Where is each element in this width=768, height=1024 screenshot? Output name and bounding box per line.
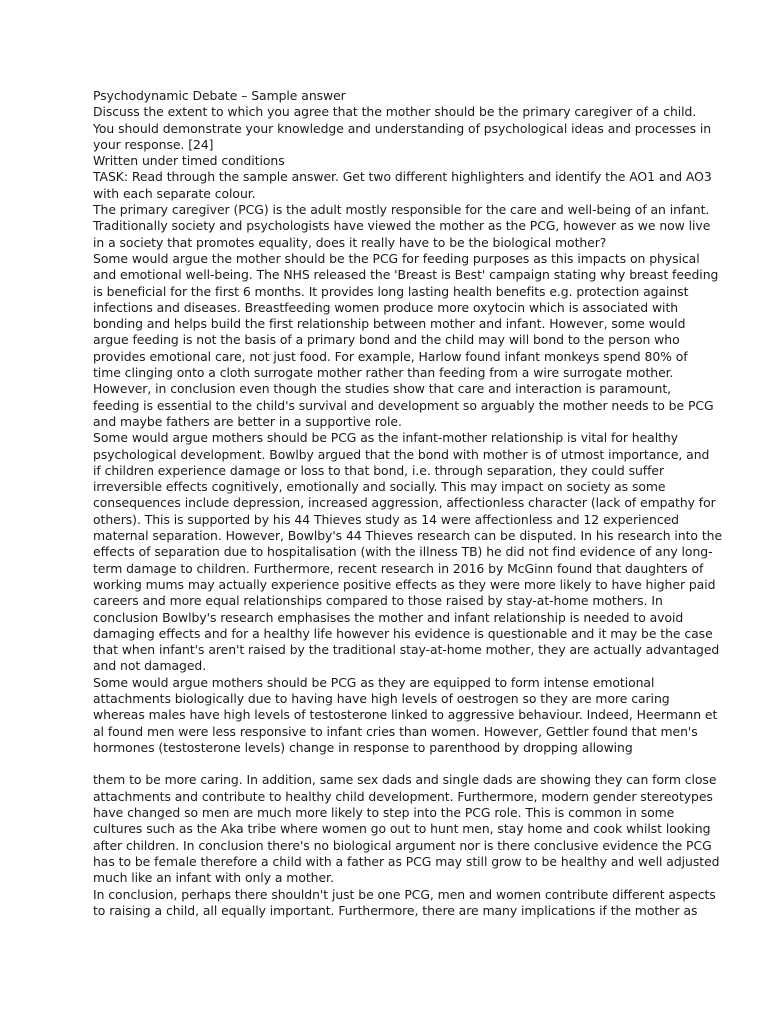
text-line: al found men were less responsive to infant cries than women. However, Gettler found that men's <box>93 723 698 739</box>
text-line: psychological development. Bowlby argued that the bond with mother is of utmost importance, and <box>93 446 710 462</box>
text-line: has to be female therefore a child with a father as PCG may still grow to be healthy and well adjusted <box>93 853 720 869</box>
text-line: them to be more caring. In addition, same sex dads and single dads are showing they can form close <box>93 772 717 788</box>
text-line: However, in conclusion even though the studies show that care and interaction is paramount, <box>93 381 672 397</box>
text-line: have changed so men are much more likely to step into the PCG role. This is common in some <box>93 805 675 821</box>
text-line: The primary caregiver (PCG) is the adult mostly responsible for the care and well-being of an infant. <box>93 202 710 218</box>
text-line: Traditionally society and psychologists have viewed the mother as the PCG, however as we now live <box>93 218 711 234</box>
text-line: You should demonstrate your knowledge and understanding of psychological ideas and processes in <box>93 120 712 136</box>
text-line: Some would argue the mother should be the PCG for feeding purposes as this impacts on physical <box>93 250 700 266</box>
text-line: and maybe fathers are better in a supportive role. <box>93 413 402 429</box>
text-line: and not damaged. <box>93 658 207 674</box>
text-line: provides emotional care, not just food. For example, Harlow found infant monkeys spend 80% of <box>93 348 688 364</box>
text-line: attachments biologically due to having have high levels of oestrogen so they are more caring <box>93 690 670 706</box>
text-line: your response. [24] <box>93 136 214 152</box>
text-line: if children experience damage or loss to that bond, i.e. through separation, they could suffer <box>93 462 665 478</box>
text-line: effects of separation due to hospitalisation (with the illness TB) he did not find evidence of any long- <box>93 544 713 560</box>
text-line: feeding is essential to the child's survival and development so arguably the mother needs to be PCG <box>93 397 714 413</box>
text-line: TASK: Read through the sample answer. Get two different highlighters and identify the AO1 and AO3 <box>93 169 712 185</box>
text-line: much like an infant with only a mother. <box>93 870 334 886</box>
text-line: Written under timed conditions <box>93 153 285 169</box>
text-line: others). This is supported by his 44 Thieves study as 14 were affectionless and 12 experienced <box>93 511 679 527</box>
text-line: is beneficial for the first 6 months. It provides long lasting health benefits e.g. protection against <box>93 283 689 299</box>
text-line: in a society that promotes equality, does it really have to be the biological mother? <box>93 234 607 250</box>
text-line: damaging effects and for a healthy life however his evidence is questionable and it may be the case <box>93 625 713 641</box>
document-body <box>93 88 723 919</box>
text-line: In conclusion, perhaps there shouldn't just be one PCG, men and women contribute different aspects <box>93 886 716 902</box>
text-line: careers and more equal relationships compared to those raised by stay-at-home mothers. In <box>93 593 663 609</box>
text-line: hormones (testosterone levels) change in response to parenthood by dropping allowing <box>93 739 633 755</box>
blank-line <box>93 756 676 772</box>
text-line: maternal separation. However, Bowlby's 44 Thieves research can be disputed. In his research into the <box>93 528 723 544</box>
text-line: after children. In conclusion there's no biological argument nor is there conclusive evidence the PCG <box>93 837 712 853</box>
text-line: infections and diseases. Breastfeeding women produce more oxytocin which is associated with <box>93 299 679 315</box>
text-line: term damage to children. Furthermore, recent research in 2016 by McGinn found that daughters of <box>93 560 704 576</box>
text-line: that when infant's aren't raised by the traditional stay-at-home mother, they are actually advantaged <box>93 642 720 658</box>
text-line: Some would argue mothers should be PCG as the infant-mother relationship is vital for healthy <box>93 430 679 446</box>
text-line: consequences include depression, increased aggression, affectionless character (lack of empathy for <box>93 495 716 511</box>
text-line: whereas males have high levels of testosterone linked to aggressive behaviour. Indeed, Heermann et <box>93 707 718 723</box>
text-line: Psychodynamic Debate – Sample answer <box>93 88 346 103</box>
text-line: bonding and helps build the first relationship between mother and infant. However, some would <box>93 316 686 332</box>
text-line: with each separate colour. <box>93 185 256 201</box>
text-line: cultures such as the Aka tribe where women go out to hunt men, stay home and cook whilst looking <box>93 821 711 837</box>
text-line: irreversible effects cognitively, emotionally and socially. This may impact on society as some <box>93 479 666 495</box>
text-line: working mums may actually experience positive effects as they were more likely to have higher paid <box>93 576 716 592</box>
text-line: to raising a child, all equally important. Furthermore, there are many implications if the mother as <box>93 902 698 918</box>
text-line: and emotional well-being. The NHS released the 'Breast is Best' campaign stating why breast feeding <box>93 267 719 283</box>
text-line: argue feeding is not the basis of a primary bond and the child may will bond to the person who <box>93 332 680 348</box>
text-line: Discuss the extent to which you agree that the mother should be the primary caregiver of a child. <box>93 104 697 120</box>
text-line: time clinging onto a cloth surrogate mother rather than feeding from a wire surrogate mother. <box>93 365 674 381</box>
text-line: attachments and contribute to healthy child development. Furthermore, modern gender stereotypes <box>93 788 713 804</box>
text-line: conclusion Bowlby's research emphasises the mother and infant relationship is needed to avoid <box>93 609 684 625</box>
text-line: Some would argue mothers should be PCG as they are equipped to form intense emotional <box>93 674 655 690</box>
